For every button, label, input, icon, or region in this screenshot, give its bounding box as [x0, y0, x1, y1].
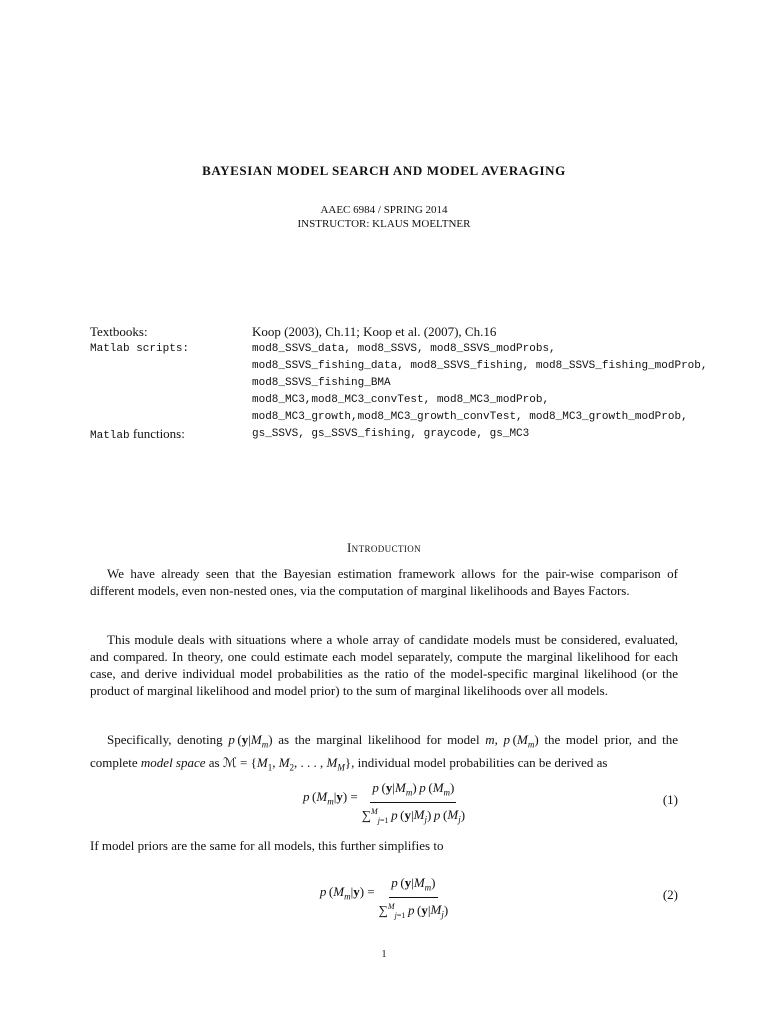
paragraph: This module deals with situations where a whole array of candidate models must be considered, evaluated, and compared. In theory, one could estimate each model separately, compute the marginal likelihood for each case, and derive individual model probabilities as the ratio of the model-specific marginal likelihood (or the product of marginal likelihood and model prior) to the sum of marginal likelihoods over all models.	[90, 632, 678, 698]
instructor-line: INSTRUCTOR: KLAUS MOELTNER	[297, 218, 471, 230]
paragraph: If model priors are the same for all models, this further simplifies to	[90, 838, 444, 853]
equation-number: (2)	[662, 887, 678, 902]
functions-label: Matlab functions:	[90, 426, 185, 442]
scripts-line: mod8_MC3,mod8_MC3_convTest, mod8_MC3_modProb,	[252, 394, 550, 406]
scripts-line: mod8_SSVS_fishing_BMA	[252, 377, 391, 389]
document-title: BAYESIAN MODEL SEARCH AND MODEL AVERAGING	[202, 163, 566, 178]
scripts-line: mod8_SSVS_fishing_data, mod8_SSVS_fishing, mod8_SSVS_fishing_modProb,	[252, 360, 708, 372]
equation-2: p $(M_m|y)$ = $\frac{p (y|M_m)}{\sum^M_{j=1} p (y|M_j)}$ (2)	[319, 875, 678, 920]
section-heading-introduction: Introduction	[346, 540, 422, 555]
scripts-line: mod8_SSVS_data, mod8_SSVS, mod8_SSVS_modProbs,	[252, 343, 556, 355]
textbooks-value: Koop (2003), Ch.11; Koop et al. (2007), Ch.16	[252, 324, 497, 339]
paragraph: Specifically, denoting p $(y|M_m)$ as the marginal likelihood for model m, p $(M_m)$ the model prior, and the complete model space as ℳ = {$M_1$, $M_2$, . . . , $M_M$}, individual model probabilities can be derived as	[90, 732, 679, 773]
scripts-label: Matlab scripts:	[90, 343, 190, 355]
textbooks-label: Textbooks:	[90, 324, 148, 339]
paragraph: We have already seen that the Bayesian estimation framework allows for the pair-wise comparison of different models, even non-nested ones, via the computation of marginal likelihoods and Bayes Factors.	[90, 566, 678, 598]
equation-1: p $(M_m|y)$ = $\frac{p (y|M_m) p (M_m)}{\sum^M_{j=1} p (y|M_j) p (M_j)}$ (1)	[302, 780, 678, 825]
functions-value: gs_SSVS, gs_SSVS_fishing, graycode, gs_MC3	[252, 428, 530, 440]
equation-number: (1)	[662, 792, 678, 807]
page-number: 1	[381, 949, 387, 960]
course-line: AAEC 6984 / SPRING 2014	[320, 204, 448, 216]
scripts-line: mod8_MC3_growth,mod8_MC3_growth_convTest, mod8_MC3_growth_modProb,	[252, 411, 688, 423]
